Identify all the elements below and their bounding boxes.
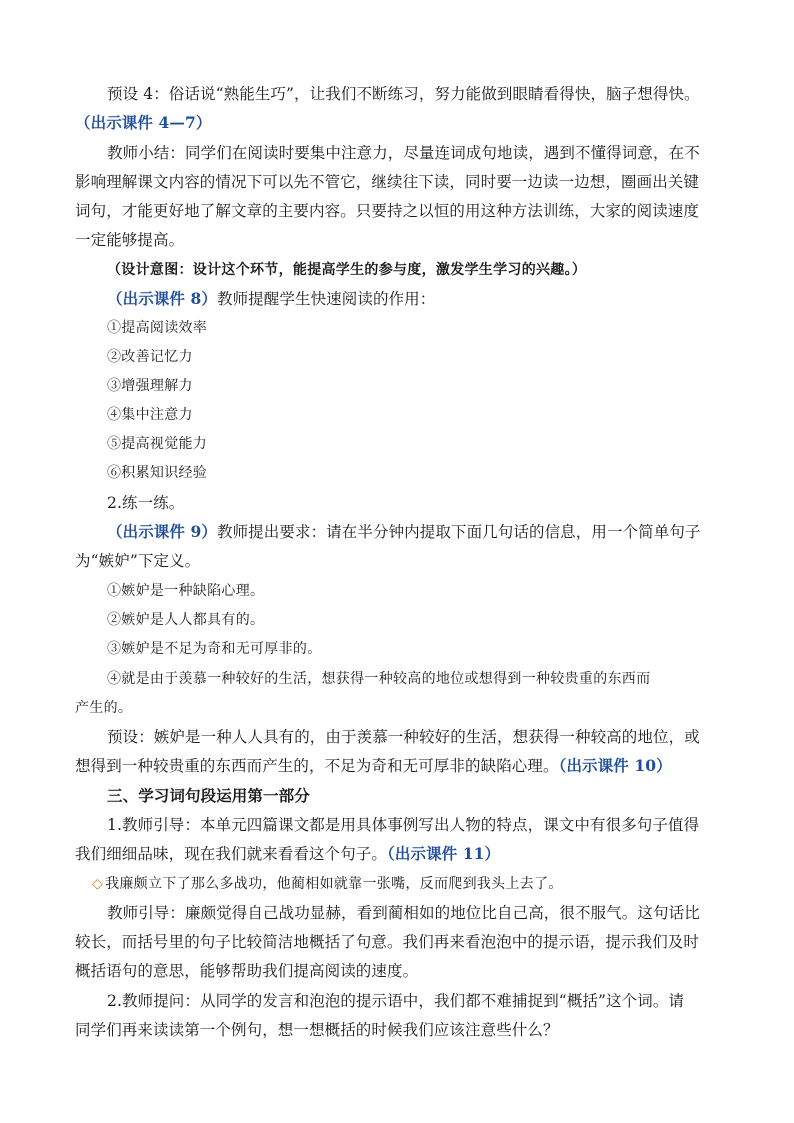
list-item: ②改善记忆力 [107, 349, 193, 365]
courseware-ref: （出示课件 4—7） [75, 113, 212, 132]
design-intent-note: （设计意图：设计这个环节，能提高学生的参与度，激发学生学习的兴趣。） [107, 262, 587, 278]
paragraph-line: 同学们再来读读第一个例句，想一想概括的时候我们应该注意些什么？ [75, 1021, 559, 1039]
paragraph-line: 预设：嫉妒是一种人人具有的，由于羡慕一种较好的生活，想获得一种较高的地位，或 [107, 728, 700, 746]
paragraph-line [107, 522, 753, 542]
paragraph-line: 2.练一练。 [107, 494, 185, 512]
list-item-continued: 产生的。 [75, 700, 133, 716]
example-sentence [92, 874, 738, 894]
courseware-ref: （出示课件 8） [107, 289, 217, 308]
paragraph-line: 1.教师引导：本单元四篇课文都是用具体事例写出人物的特点，课文中有很多句子值得 [107, 816, 700, 834]
paragraph-line [75, 844, 721, 864]
paragraph-text: 想得到一种较贵重的东西而产生的，不足为奇和无可厚非的缺陷心理。 [75, 757, 559, 775]
list-item: ⑤提高视觉能力 [107, 436, 208, 452]
paragraph-line: 教师引导：廉颇觉得自己战功显赫，看到蔺相如的地位比自己高，很不服气。这句话比 [107, 904, 700, 922]
list-item: ③增强理解力 [107, 378, 193, 394]
courseware-ref: （出示课件 11） [387, 844, 501, 863]
paragraph-line: 2.教师提问：从同学的发言和泡泡的提示语中，我们都不难捕捉到“概括”这个词。请 [107, 992, 685, 1010]
example-text: 我廉颇立下了那么多战功，他蔺相如就靠一张嘴，反而爬到我头上去了。 [105, 876, 563, 892]
paragraph-text: 教师提醒学生快速阅读的作用： [216, 290, 436, 308]
paragraph-line: 影响理解课文内容的情况下可以先不管它，继续往下读，同时要一边读一边想，圈画出关键 [75, 173, 700, 191]
paragraph-text: 我们细细品味，现在我们就来看看这个句子。 [75, 845, 388, 863]
courseware-ref: （出示课件 9） [107, 522, 217, 541]
diamond-bullet-icon: ◇ [92, 876, 104, 892]
paragraph-line [107, 289, 753, 309]
paragraph-line: 预设 4：俗话说“熟能生巧”，让我们不断练习，努力能做到眼睛看得快，脑子想得快。 [107, 85, 700, 103]
list-item: ⑥积累知识经验 [107, 465, 208, 481]
section-heading: 三、学习词句段运用第一部分 [107, 786, 310, 805]
paragraph-line [75, 756, 721, 776]
paragraph-line: 一定能够提高。 [75, 231, 185, 249]
paragraph-line: 教师小结：同学们在阅读时要集中注意力，尽量连词成句地读，遇到不懂得词意，在不 [107, 144, 700, 162]
list-item: ①提高阅读效率 [107, 320, 208, 336]
courseware-ref: （出示课件 10） [558, 756, 672, 775]
list-item: ④就是由于羡慕一种较好的生活，想获得一种较高的地位或想得到一种较贵重的东西而 [107, 671, 651, 687]
list-item: ④集中注意力 [107, 407, 193, 423]
paragraph-text: 教师提出要求：请在半分钟内提取下面几句话的信息，用一个简单句子 [216, 523, 701, 541]
paragraph-line: 词句，才能更好地了解文章的主要内容。只要持之以恒的用这种方法训练，大家的阅读速度 [75, 202, 700, 220]
paragraph-line: 概括语句的意思，能够帮助我们提高阅读的速度。 [75, 962, 419, 980]
list-item: ③嫉妒是不足为奇和无可厚非的。 [107, 641, 322, 657]
list-item: ①嫉妒是一种缺陷心理。 [107, 583, 265, 599]
list-item: ②嫉妒是人人都具有的。 [107, 612, 265, 628]
paragraph-line: 较长，而括号里的句子比较简洁地概括了句意。我们再来看泡泡中的提示语，提示我们及时 [75, 933, 700, 951]
paragraph-line: 为“嫉妒”下定义。 [75, 552, 201, 570]
